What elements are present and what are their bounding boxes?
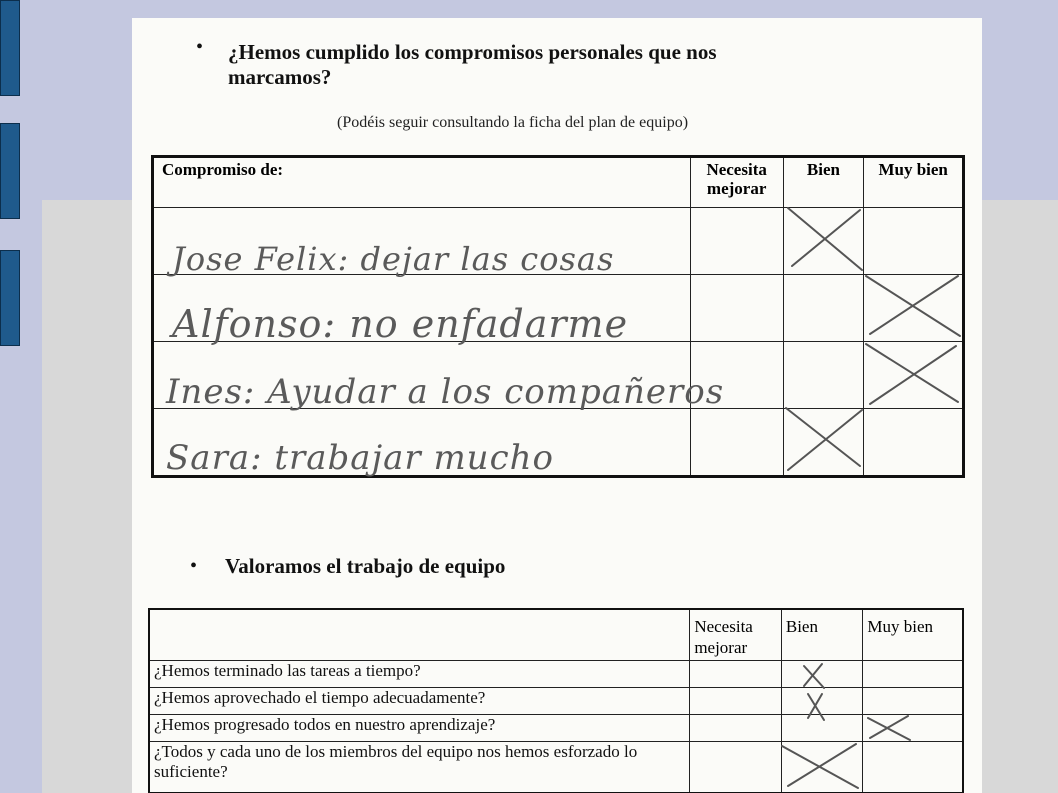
handwritten-marks	[132, 18, 982, 793]
row-question: ¿Hemos terminado las tareas a tiempo?	[149, 661, 690, 688]
header-commitment: Compromiso de:	[153, 157, 691, 208]
side-tab-3	[0, 250, 20, 346]
header-needs-improve: Necesita mejorar	[690, 157, 783, 208]
side-tab-2	[0, 123, 20, 219]
question-1-line2: marcamos?	[228, 65, 332, 89]
cross-mark	[804, 664, 824, 688]
question-1-line1: ¿Hemos cumplido los compromisos personales que nos	[228, 40, 717, 64]
handwritten-commitment: Sara: trabajar mucho	[166, 438, 554, 478]
row-question: ¿Hemos progresado todos en nuestro aprendizaje?	[149, 715, 690, 742]
cross-mark	[866, 344, 958, 404]
header-very-good: Muy bien	[863, 609, 963, 661]
cross-mark	[786, 408, 862, 470]
bullet-1: •	[196, 36, 204, 58]
row-question: ¿Hemos aprovechado el tiempo adecuadamente?	[149, 688, 690, 715]
scanned-worksheet	[132, 18, 982, 793]
cross-mark	[808, 694, 824, 720]
header-good: Bien	[781, 609, 863, 661]
cross-mark	[782, 744, 858, 788]
handwritten-commitment: Alfonso: no enfadarme	[172, 302, 629, 346]
header-good: Bien	[783, 157, 864, 208]
cross-mark	[866, 276, 960, 336]
question-2: Valoramos el trabajo de equipo	[225, 554, 506, 578]
cross-mark	[788, 208, 862, 270]
header-very-good: Muy bien	[864, 157, 964, 208]
cross-mark	[868, 716, 910, 740]
side-tab-1	[0, 0, 20, 96]
consult-note: (Podéis seguir consultando la ficha del plan de equipo)	[337, 114, 689, 131]
bullet-2: •	[190, 555, 198, 577]
handwritten-commitment: Ines: Ayudar a los compañeros	[166, 372, 725, 412]
handwritten-commitment: Jose Felix: dejar las cosas	[172, 240, 615, 278]
row-question: ¿Todos y cada uno de los miembros del equipo nos hemos esforzado lo suficiente?	[149, 742, 690, 793]
header-needs-improve: Necesita mejorar	[690, 609, 782, 661]
